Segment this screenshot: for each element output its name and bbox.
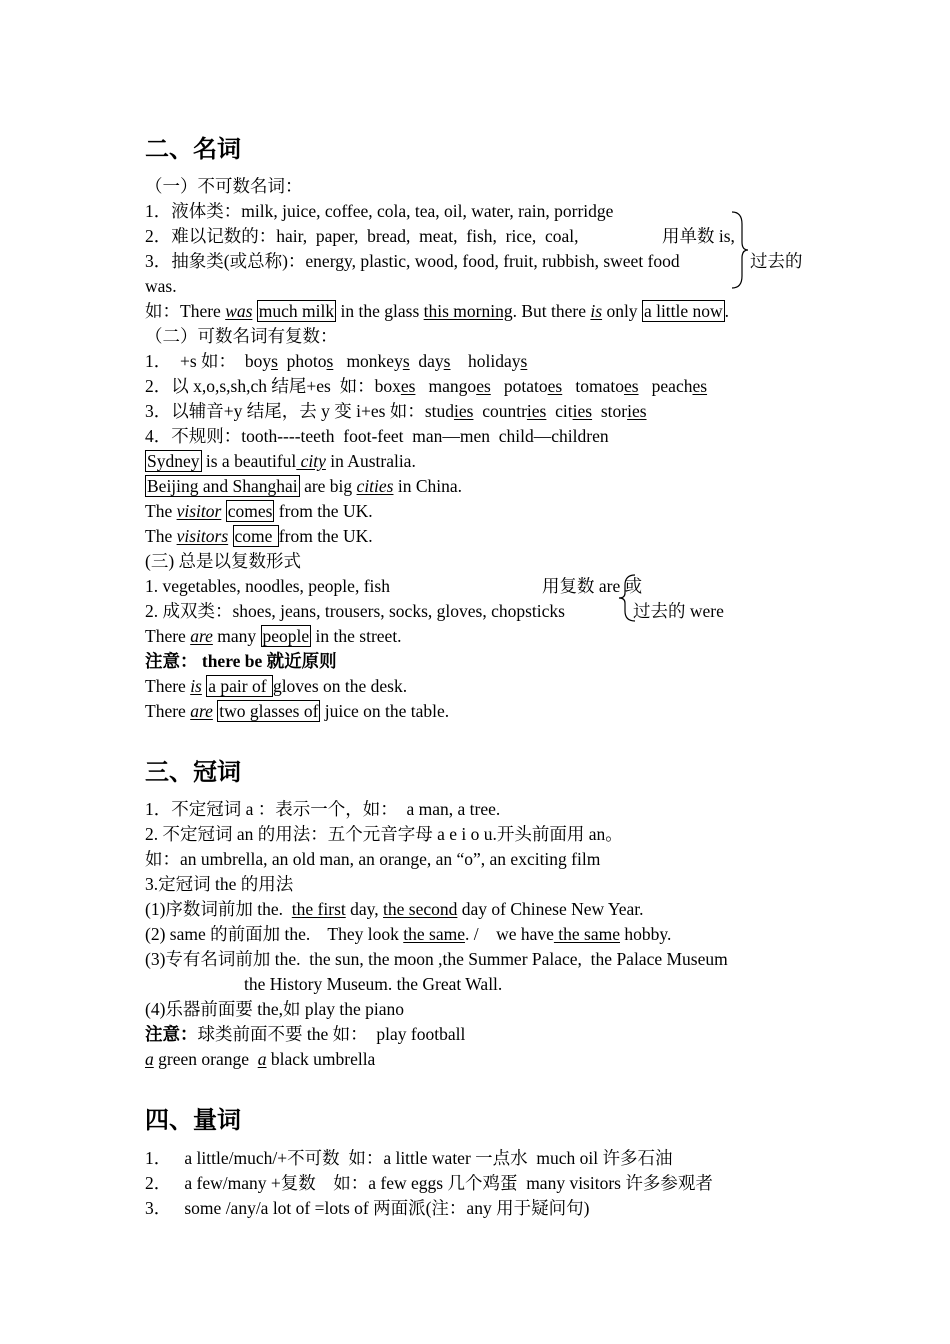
suffix: es (400, 376, 416, 396)
article-instruments: (4)乐器前面要 the,如 play the piano (145, 999, 405, 1019)
example-text: black umbrella (266, 1049, 376, 1069)
example-text: The (145, 526, 177, 546)
boxed-phrase: much milk (258, 301, 335, 321)
article-rule-3: 3.定冠词 the 的用法 (145, 874, 294, 894)
underlined-phrase: the second (383, 899, 458, 919)
noun-highlight: cities (356, 476, 394, 496)
suffix: es (476, 376, 491, 396)
article-rule-1: 1．不定冠词 a ：表示一个，如： a man, a tree. (145, 799, 501, 819)
verb-highlight: is (590, 301, 603, 321)
example-text: only (602, 301, 642, 321)
noun-highlight: city (296, 451, 326, 471)
boxed-phrase: come (234, 526, 277, 546)
suffix: s (271, 351, 278, 371)
article-same (145, 922, 671, 947)
example-text: The (145, 501, 177, 521)
rule-text: day of Chinese New Year. (457, 899, 644, 919)
rule-plus-es (145, 374, 707, 399)
rule-text: . / we have (464, 924, 554, 944)
note-label: 注意： (145, 651, 198, 671)
rule-text: day, (345, 899, 384, 919)
word-stem: countr (473, 401, 527, 421)
example-text: from the UK. (278, 526, 373, 546)
word-stem: peach (638, 376, 693, 396)
rule-y-to-ies (145, 399, 647, 424)
boxed-phrase: a pair of (208, 676, 271, 696)
boxed-phrase: two glasses of (219, 701, 319, 721)
plural-rule-1: 1. vegetables, noodles, people, fish (145, 576, 390, 596)
section-heading-quantifiers: 四、量词 (145, 1106, 241, 1134)
rule-abstract: 3．抽象类(或总称)：energy, plastic, wood, food, fruit, rubbish, sweet food (145, 251, 680, 271)
suffix: es (623, 376, 639, 396)
rule-text: 3．以辅音+y 结尾，去 y 变 i+es 如： (145, 401, 425, 421)
underlined-phrase: this morning (423, 301, 513, 321)
example-text: There (145, 676, 191, 696)
noun-highlight: visitor (176, 501, 222, 521)
countable-title: （二）可数名词有复数： (145, 326, 338, 346)
verb-highlight: are (190, 701, 213, 721)
note-there-be (145, 649, 337, 674)
rule-text: (1)序数词前加 the. (145, 899, 292, 919)
plural-note-2: 过去的 were (633, 601, 724, 621)
underlined-phrase: the same (403, 924, 465, 944)
example-text: There (145, 626, 191, 646)
article-highlight: a (257, 1049, 267, 1069)
article-proper-nouns: (3)专有名词前加 the. the sun, the moon ,the Summer Palace, the Palace Museum (145, 949, 728, 969)
rule-plus-s (145, 349, 527, 374)
example-text: from the UK. (274, 501, 373, 521)
word-stem: tomato (562, 376, 624, 396)
noun-highlight: visitors (176, 526, 229, 546)
boxed-phrase: Beijing and Shanghai (147, 476, 298, 496)
example-text: in the glass (336, 301, 424, 321)
suffix: s (402, 351, 410, 371)
section-heading-articles: 三、冠词 (145, 758, 241, 786)
example-beijing (145, 474, 462, 499)
rule-text: hobby. (620, 924, 672, 944)
word-stem: photo (277, 351, 327, 371)
quantifier-rule-1: 1． a little/much/+不可数 如：a little water 一点水 much oil 许多石油 (145, 1148, 673, 1168)
rule-text: (2) same 的前面加 the. They look (145, 924, 404, 944)
article-rule-2: 2. 不定冠词 an 的用法：五个元音字母 a e i o u.开头前面用 an。 (145, 824, 623, 844)
example-visitor (145, 499, 373, 524)
example-sydney (145, 449, 416, 474)
boxed-phrase: comes (227, 501, 273, 521)
rule-hard-to-count: 2．难以记数的：hair, paper, bread, meat, fish, rice, coal, (145, 226, 579, 246)
boxed-phrase: Sydney (147, 451, 200, 471)
past-note: 过去的 (750, 251, 803, 271)
example-text: . (724, 301, 730, 321)
example-people (145, 624, 402, 649)
example-text: juice on the table. (320, 701, 450, 721)
suffix: es (692, 376, 708, 396)
word-stem: day (409, 351, 444, 371)
example-text: many (212, 626, 261, 646)
suffix: es (547, 376, 563, 396)
article-example-an: 如：an umbrella, an old man, an orange, an “o”, an exciting film (145, 849, 601, 869)
note-text: there be 就近原则 (197, 651, 337, 671)
suffix: ies (454, 401, 474, 421)
article-highlight: a (145, 1049, 154, 1069)
article-note (145, 1022, 465, 1047)
word-stem: mango (415, 376, 477, 396)
plural-title: (三) 总是以复数形式 (145, 551, 302, 571)
article-proper-nouns-cont: the History Museum. the Great Wall. (244, 974, 503, 994)
section-heading-nouns: 二、名词 (145, 135, 241, 163)
word-stem: potato (490, 376, 548, 396)
word-stem: boy (244, 351, 272, 371)
rule-text: 1． +s 如： (145, 351, 245, 371)
example-text: in the street. (311, 626, 402, 646)
suffix: ies (627, 401, 647, 421)
rule-liquids: 1．液体类：milk, juice, coffee, cola, tea, oil, water, rain, porridge (145, 201, 614, 221)
word-stem: holiday (450, 351, 521, 371)
verb-highlight: is (190, 676, 202, 696)
right-brace-icon (730, 210, 750, 290)
rule-text: 2．以 x,o,s,sh,ch 结尾+es 如： (145, 376, 375, 396)
example-pair (145, 674, 407, 699)
example-text: in Australia. (325, 451, 416, 471)
singular-note: 用单数 is, (662, 226, 735, 246)
underlined-phrase: the same (553, 924, 620, 944)
example-glasses (145, 699, 449, 724)
plural-rule-2: 2. 成双类：shoes, jeans, trousers, socks, gloves, chopsticks (145, 601, 565, 621)
boxed-phrase: a little now (643, 301, 723, 321)
note-text: 球类前面不要 the 如： play football (197, 1024, 466, 1044)
quantifier-rule-3: 3． some /any/a lot of =lots of 两面派(注：any 用于疑问句) (145, 1198, 590, 1218)
boxed-phrase: people (262, 626, 310, 646)
word-stem: stud (424, 401, 454, 421)
quantifier-rule-2: 2． a few/many +复数 如：a few eggs 几个鸡蛋 many visitors 许多参观者 (145, 1173, 713, 1193)
example-text: green orange (153, 1049, 258, 1069)
example-text: are big (299, 476, 357, 496)
suffix: s (326, 351, 334, 371)
suffix: ies (526, 401, 547, 421)
rule-irregular: 4．不规则：tooth----teeth foot-feet man—men child—children (145, 426, 609, 446)
example-visitors (145, 524, 373, 549)
suffix: s (520, 351, 528, 371)
verb-highlight: was (225, 301, 253, 321)
word-stem: box (374, 376, 401, 396)
suffix: ies (572, 401, 593, 421)
example-milk (145, 299, 729, 324)
word-stem: cit (546, 401, 573, 421)
word-stem: monkey (333, 351, 403, 371)
verb-highlight: are (190, 626, 213, 646)
example-text: . But there (512, 301, 591, 321)
example-text: 如：There (145, 301, 226, 321)
plural-note-1: 用复数 are 或 (542, 576, 643, 596)
rule-abstract-tail: was. (145, 276, 177, 296)
note-label: 注意： (145, 1024, 198, 1044)
word-stem: stor (592, 401, 628, 421)
article-ordinal (145, 897, 644, 922)
example-text: There (145, 701, 191, 721)
underlined-phrase: the first (291, 899, 346, 919)
uncountable-title: （一）不可数名词： (145, 176, 303, 196)
article-examples-a (145, 1047, 375, 1072)
example-text: in China. (393, 476, 463, 496)
example-text: gloves on the desk. (272, 676, 408, 696)
suffix: s (443, 351, 451, 371)
example-text: is a beautiful (201, 451, 297, 471)
